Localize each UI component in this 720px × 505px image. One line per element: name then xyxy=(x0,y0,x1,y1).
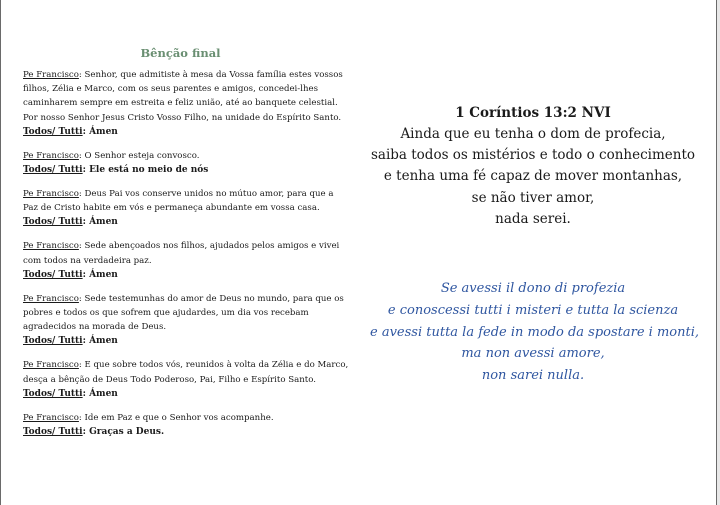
blessing-block xyxy=(23,149,338,177)
page-edge-left xyxy=(0,0,1,505)
speaker-name: Pe Francisco xyxy=(23,360,79,371)
blessing-text: desça a bênção de Deus Todo Poderoso, Pai, Filho e Espírito Santo. xyxy=(23,374,316,385)
verse-italian xyxy=(370,278,700,387)
verse-line-italian: e conoscessi tutti i misteri e tutta la scienza xyxy=(387,302,679,318)
blessing-text: : E que sobre todos vós, reunidos à volta da Zélia e do Marco, xyxy=(78,360,349,371)
blessing-block xyxy=(23,187,338,229)
blessing-text: : Deus Pai vos conserve unidos no mútuo amor, para que a xyxy=(78,189,334,200)
verse-line: e tenha uma fé capaz de mover montanhas, xyxy=(383,168,683,185)
verse-line-italian: ma non avessi amore, xyxy=(461,346,605,362)
response-line xyxy=(23,268,338,282)
verse-line: saiba todos os mistérios e todo o conhecimento xyxy=(370,147,696,164)
blessing-text: : Senhor, que admitiste à mesa da Vossa família estes vossos xyxy=(78,70,343,80)
blessing-text: Paz de Cristo habite em vós e permaneça abundante em vossa casa. xyxy=(23,203,320,214)
blessing-block xyxy=(23,358,349,400)
verse-line: nada serei. xyxy=(495,210,571,227)
blessing-text: : Sede testemunhas do amor de Deus no mundo, para que os xyxy=(78,293,344,304)
response-line xyxy=(23,215,338,229)
blessing-block xyxy=(23,68,343,139)
blessing-text: agradecidos na morada de Deus. xyxy=(23,322,167,333)
blessing-text: : Sede abençoados nos filhos, ajudados pelos amigos e vivei xyxy=(78,241,340,252)
response-text: : Ámen xyxy=(82,269,118,280)
speaker-name: Pe Francisco xyxy=(23,241,79,252)
speaker-name: Pe Francisco xyxy=(23,412,79,423)
response-text: : Ámen xyxy=(82,217,118,228)
speaker-name: Pe Francisco xyxy=(23,150,79,161)
response-speaker: Todos/ Tutti xyxy=(23,126,83,137)
response-speaker: Todos/ Tutti xyxy=(23,336,83,347)
response-line xyxy=(23,334,338,348)
response-line xyxy=(23,387,338,401)
response-text: : Ámen xyxy=(82,336,118,347)
response-text: : Ámen xyxy=(82,126,118,137)
blessing-text: pobres e todos os que sofrem que ajudardes, um dia vos recebam xyxy=(23,308,309,319)
blessing-column xyxy=(23,46,349,449)
response-speaker: Todos/ Tutti xyxy=(23,165,83,176)
speaker-name: Pe Francisco xyxy=(23,189,79,200)
blessing-block xyxy=(23,411,338,439)
verse-line-italian: e avessi tutta la fede in modo da spostare i monti, xyxy=(370,324,700,340)
response-text: : Ámen xyxy=(82,388,118,399)
response-speaker: Todos/ Tutti xyxy=(23,427,83,438)
speaker-name: Pe Francisco xyxy=(23,293,79,304)
response-speaker: Todos/ Tutti xyxy=(23,388,83,399)
blessing-text: : Ide em Paz e que o Senhor vos acompanhe. xyxy=(78,412,274,423)
response-line xyxy=(23,163,338,177)
response-line xyxy=(23,425,338,439)
verse-line: se não tiver amor, xyxy=(471,189,595,206)
verse-reference: 1 Coríntios 13:2 NVI xyxy=(455,105,611,121)
response-speaker: Todos/ Tutti xyxy=(23,269,83,280)
verse-line-italian: non sarei nulla. xyxy=(481,368,585,384)
blessing-text: Por nosso Senhor Jesus Cristo Vosso Filho, na unidade do Espírito Santo. xyxy=(23,112,342,123)
blessing-text: com todos na verdadeira paz. xyxy=(23,255,152,266)
response-line xyxy=(23,125,338,139)
blessing-text: caminharem sempre em estreita e feliz união, até ao banquete celestial. xyxy=(23,98,338,109)
blessing-block xyxy=(23,239,338,281)
response-text: : Graças a Deus. xyxy=(82,427,165,438)
verse-line: Ainda que eu tenha o dom de profecia, xyxy=(400,126,666,142)
blessing-heading: Bênção final xyxy=(140,46,221,60)
verse-line-italian: Se avessi il dono di profezia xyxy=(440,281,626,296)
response-text: : Ele está no meio de nós xyxy=(82,165,209,176)
speaker-name: Pe Francisco xyxy=(23,70,79,80)
response-speaker: Todos/ Tutti xyxy=(23,217,83,228)
blessing-text: : O Senhor esteja convosco. xyxy=(78,150,200,161)
verse-portuguese xyxy=(370,124,696,230)
blessing-block xyxy=(23,292,344,349)
blessing-text: filhos, Zélia e Marco, com os seus parentes e amigos, concedei-lhes xyxy=(23,84,318,95)
